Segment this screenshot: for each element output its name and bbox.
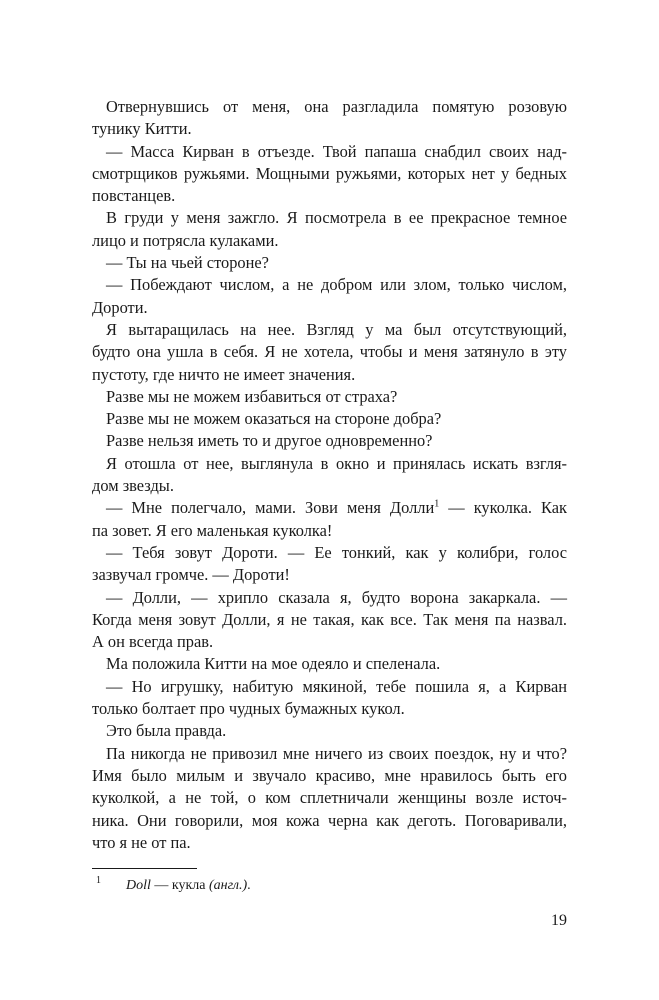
line-text: — Долли, — хрипло сказала я, будто ворона закаркала. — xyxy=(106,587,567,607)
text-line xyxy=(92,653,567,675)
text-line xyxy=(92,252,567,274)
text-line xyxy=(92,96,567,118)
text-line xyxy=(92,810,567,832)
line-text: Дороти. xyxy=(92,297,148,317)
line-text: Имя было милым и звучало красиво, мне нравилось быть его xyxy=(92,765,567,785)
text-line xyxy=(92,185,567,207)
text-line xyxy=(92,587,567,609)
line-text: дом звезды. xyxy=(92,476,174,496)
text-line xyxy=(92,430,567,452)
text-line xyxy=(92,765,567,787)
line-text: повстанцев. xyxy=(92,186,176,206)
text-line xyxy=(92,542,567,564)
text-line xyxy=(92,118,567,140)
line-text: Разве нельзя иметь то и другое одновременно? xyxy=(106,431,433,451)
line-text: лицо и потрясла кулаками. xyxy=(92,230,279,250)
line-text: Когда меня зовут Долли, я не такая, как все. Так меня па назвал. xyxy=(92,609,567,629)
text-line xyxy=(92,720,567,742)
text-line xyxy=(92,564,567,586)
footnote-reference: 1 xyxy=(434,498,440,510)
text-line xyxy=(92,609,567,631)
line-text: па зовет. Я его маленькая куколка! xyxy=(92,520,333,540)
line-text: Это была правда. xyxy=(106,721,227,741)
line-text: — Ты на чьей стороне? xyxy=(106,253,269,273)
line-text-continued: — куколка. Как xyxy=(439,498,567,518)
line-text: Разве мы не можем оказаться на стороне добра? xyxy=(106,409,442,429)
text-line xyxy=(92,230,567,252)
page-number: 19 xyxy=(551,912,567,929)
text-line xyxy=(92,497,567,519)
footnote-language: (англ.) xyxy=(209,878,248,893)
line-text: А он всегда прав. xyxy=(92,632,214,652)
text-line xyxy=(92,341,567,363)
text-line xyxy=(92,743,567,765)
line-text: — Масса Кирван в отъезде. Твой папаша снабдил своих над- xyxy=(106,141,567,161)
footnote: 1 Doll — кукла (англ.). xyxy=(96,875,251,893)
body-text xyxy=(92,96,567,854)
text-line xyxy=(92,386,567,408)
text-line xyxy=(92,787,567,809)
line-text: Я отошла от нее, выглянула в окно и принялась искать взгля- xyxy=(106,453,567,473)
line-text: Разве мы не можем избавиться от страха? xyxy=(106,386,398,406)
line-text: Ма положила Китти на мое одеяло и спеленала. xyxy=(106,654,441,674)
line-text: зазвучал громче. — Дороти! xyxy=(92,565,290,585)
footnote-dash: — кукла xyxy=(150,878,209,893)
line-text: пустоту, где ничто не имеет значения. xyxy=(92,364,356,384)
footnote-separator xyxy=(92,868,197,869)
line-text: — Побеждают числом, а не добром или злом, только числом, xyxy=(106,275,567,295)
text-line xyxy=(92,408,567,430)
line-text: В груди у меня зажгло. Я посмотрела в ее прекрасное темное xyxy=(106,208,567,228)
footnote-term: Doll xyxy=(126,878,151,893)
line-text: только болтает про чудных бумажных кукол. xyxy=(92,699,405,719)
line-text: Отвернувшись от меня, она разгладила помятую розовую xyxy=(106,97,567,116)
text-line xyxy=(92,475,567,497)
text-line xyxy=(92,207,567,229)
line-text: ника. Они говорили, моя кожа черна как деготь. Поговаривали, xyxy=(92,810,567,830)
text-line xyxy=(92,631,567,653)
text-line xyxy=(92,274,567,296)
text-line xyxy=(92,163,567,185)
line-text: — Но игрушку, набитую мякиной, тебе пошила я, а Кирван xyxy=(106,676,567,696)
text-line xyxy=(92,698,567,720)
text-line xyxy=(92,319,567,341)
footnote-end: . xyxy=(247,878,251,893)
line-text: — Мне полегчало, мами. Зови меня Долли xyxy=(106,498,435,518)
text-line xyxy=(92,297,567,319)
line-text: Па никогда не привозил мне ничего из своих поездок, ну и что? xyxy=(106,743,567,763)
text-line xyxy=(92,364,567,386)
text-line xyxy=(92,453,567,475)
line-text: будто она ушла в себя. Я не хотела, чтобы и меня затянуло в эту xyxy=(92,342,567,362)
text-line xyxy=(92,676,567,698)
line-text: смотрщиков ружьями. Мощными ружьями, которых нет у бедных xyxy=(92,163,567,183)
text-line xyxy=(92,141,567,163)
line-text: куколкой, а не той, о ком сплетничали женщины возле источ- xyxy=(92,788,567,808)
line-text: что я не от па. xyxy=(92,832,191,852)
text-line xyxy=(92,520,567,542)
line-text: Я вытаращилась на нее. Взгляд у ма был отсутствующий, xyxy=(106,319,567,339)
text-line xyxy=(92,832,567,854)
line-text: тунику Китти. xyxy=(92,119,192,139)
line-text: — Тебя зовут Дороти. — Ее тонкий, как у колибри, голос xyxy=(106,542,567,562)
